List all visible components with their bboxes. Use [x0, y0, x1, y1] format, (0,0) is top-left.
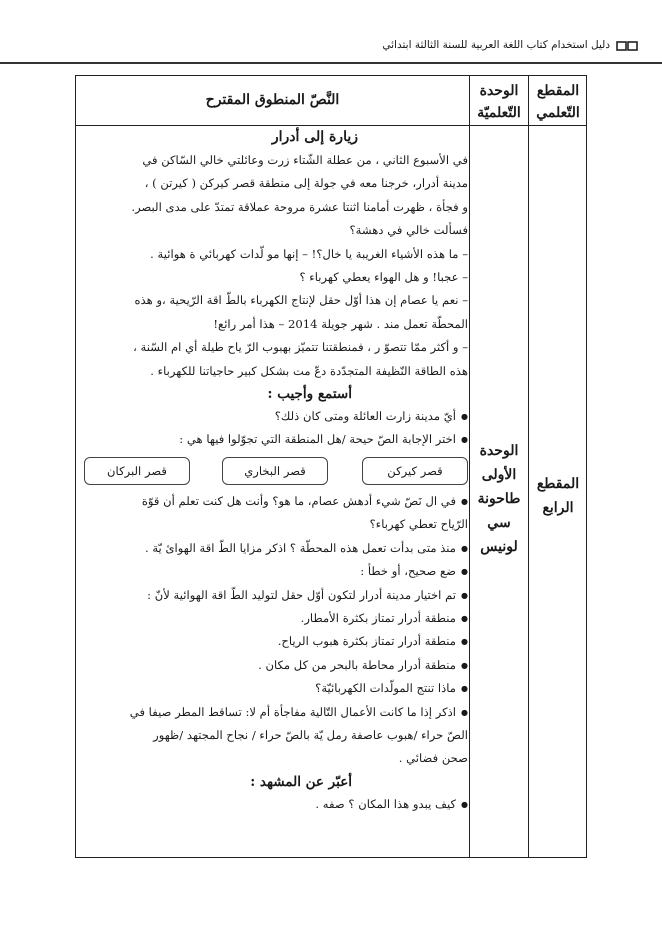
question-9: ● كيف يبدو هذا المكان ؟ صفه .	[82, 793, 468, 816]
paragraph-line: مدينة أدرار، خرجنا معه في جولة إلى منطقة قصر كيركن ( كيرتن ) ،	[144, 176, 468, 191]
paragraph-line: – ما هذه الأشياء الغريبة يا خال؟! – إنها مو لّدات كهربائي ة هوائية .	[150, 246, 468, 261]
question-6: ● تم اختيار مدينة أدرار لتكون أوّل حقل لتوليد الطّ اقة الهوائية لأنّ :	[82, 584, 468, 607]
paragraph-line: – و أكثر ممّا تتصوّ ر ، فمنطقتنا تتميّز بهبوب الرّ ياح طيلة أي ام السّنة ،	[133, 340, 468, 355]
question-8: ● اذكر إذا ما كانت الأعمال التّالية مفاجأة أم لا: تساقط المطر صيفا في	[82, 701, 468, 724]
paragraph-line: – نعم يا عصام إن هذا أوّل حقل لإنتاج الكهرباء بالطّ اقة الرّيحية ،و هذه	[134, 293, 468, 308]
option-item: ● منطقة أدرار تمتاز بكثرة الأمطار.	[82, 607, 468, 630]
paragraph-line: المحطّة تعمل مند . شهر جويلة 2014 – هذا أمر رائع!	[213, 316, 468, 331]
question-4: ● منذ متى بدأت تعمل هذه المحطّة ؟ اذكر مزايا الطّ اقة الهوائ يّة .	[82, 537, 468, 560]
header-unit: الوحدة التّعلميّة	[477, 83, 521, 121]
running-header: دليل استخدام كتاب اللغة العربية للسنة الثالثة ابتدائي	[382, 39, 610, 51]
page-header	[0, 30, 662, 60]
question-3-cont: الرّياح تعطي كهرباء؟	[369, 517, 468, 532]
segment-value: المقطع الرابع	[536, 476, 580, 516]
book-icon	[616, 41, 638, 51]
question-8-cont: صحن فضائي .	[398, 751, 468, 766]
choice-option: قصر البخاري	[222, 457, 328, 485]
column-divider	[469, 76, 470, 857]
column-divider	[528, 76, 529, 857]
header-rule	[0, 62, 662, 64]
question-8-cont: الصّ حراء /هبوب عاصفة رمل يّة بالصّ حراء / نجاح المجتهد /ظهور	[153, 727, 468, 742]
choice-option: قصر البركان	[84, 457, 190, 485]
text-title: زيارة إلى أدرار	[271, 129, 358, 145]
express-heading: أعبّر عن المشهد :	[250, 773, 352, 790]
question-3: ● في ال نَصّ شيء أدهش عصام، ما هو؟ وأنت هل كنت تعلم أن قوّة	[82, 490, 468, 513]
paragraph-line: – عجبا! و هل الهواء يعطي كهرباء ؟	[299, 270, 468, 285]
option-item: ● منطقة أدرار محاطة بالبحر من كل مكان .	[82, 654, 468, 677]
question-2: ● اختر الإجابة الصّ حيحة /هل المنطقة التي تجوّلوا فيها هي :	[82, 428, 468, 451]
header-segment: المقطع التّعلمي	[536, 83, 580, 121]
question-7: ● ماذا تنتج المولّدات الكهربائيّة؟	[82, 677, 468, 700]
choice-option: قصر كيركن	[362, 457, 468, 485]
question-5: ● ضع صحيح، أو خطأ :	[82, 560, 468, 583]
paragraph-line: هذه الطاقة النّظيفة المتجدّدة دعّ مت بشكل كبير حاجياتنا للكهرباء .	[150, 363, 468, 378]
option-item: ● منطقة أدرار تمتاز بكثرة هبوب الرياح.	[82, 630, 468, 653]
paragraph-line: و فجأة ، ظهرت أمامنا اثنتا عشرة مروحة عملاقة تمتدّ على مدى البصر.	[131, 199, 468, 214]
unit-value: الوحدة الأولى طاحونة سي لونيس	[477, 443, 521, 555]
paragraph-line: فسألت خالي في دهشة؟	[349, 223, 468, 238]
suggested-text	[82, 125, 468, 816]
question-1: ● أيّ مدينة زارت العائلة ومتى كان ذلك؟	[82, 405, 468, 428]
header-text: النَّصّ المنطوق المقترح	[205, 92, 340, 108]
listen-heading: أستمع وأجيب :	[267, 386, 352, 403]
paragraph-line: في الأسبوع الثاني ، من عطلة الشّتاء زرت وعائلتي خالي السّاكن في	[142, 153, 468, 167]
lesson-table	[75, 75, 587, 858]
choice-group	[82, 454, 468, 488]
